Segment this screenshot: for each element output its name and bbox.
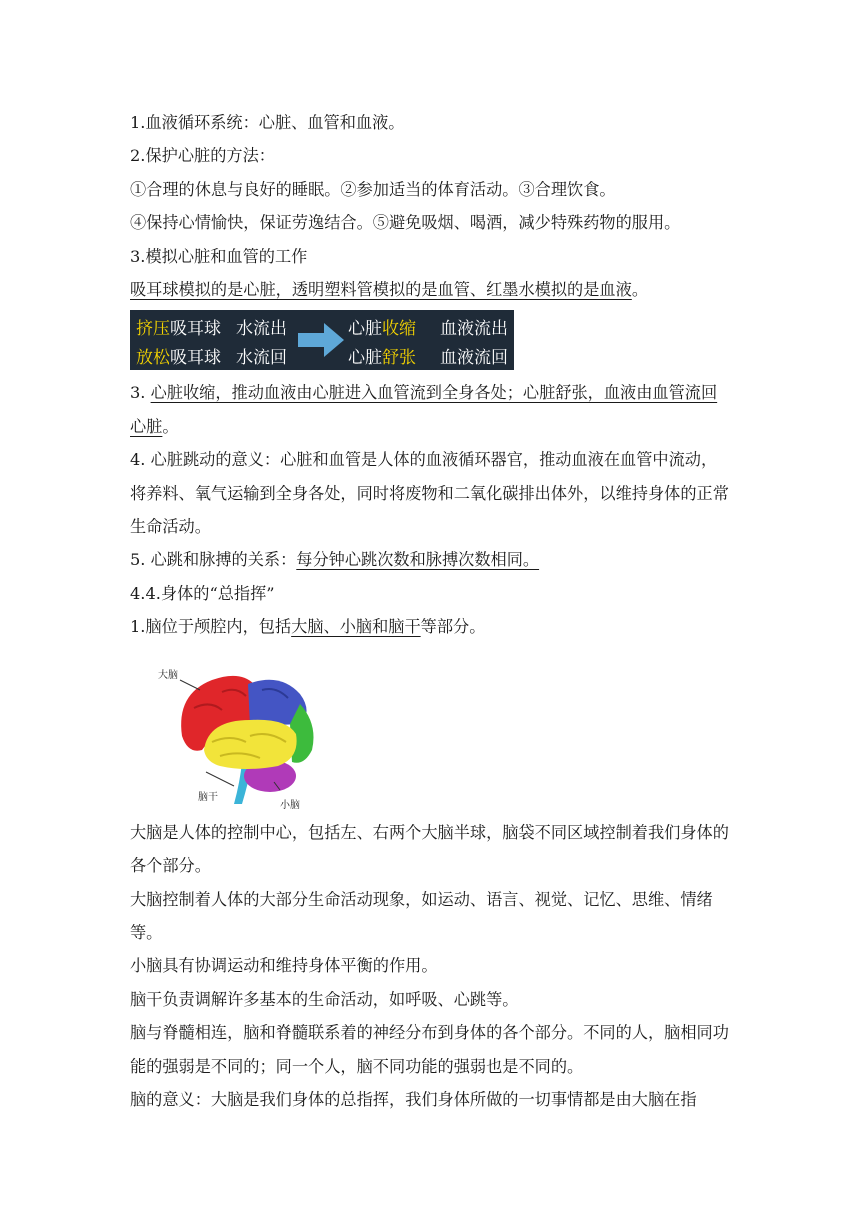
banner-r2-right xyxy=(348,343,416,368)
underlined-text: 吸耳球模拟的是心脏，透明塑料管模拟的是血管、红墨水模拟的是血液 xyxy=(130,280,632,300)
punct: 。 xyxy=(631,280,648,300)
text-line: ④保持心情愉快，保证劳逸结合。⑤避免吸烟、喝酒，减少特殊药物的服用。 xyxy=(130,213,681,233)
prefix: 1.脑位于颅腔内，包括 xyxy=(130,617,292,637)
text-line: 4. 心脏跳动的意义：心脏和血管是人体的血液循环器官，推动血液在血管中流动，将养料、氧气运输到全身各处，同时将废物和二氧化碳排出体外，以维持身体的正常生命活动。 xyxy=(130,450,729,537)
section-heading: 4.4.身体的“总指挥” xyxy=(130,583,275,603)
brain-diagram xyxy=(130,654,730,814)
prefix: 5. 心跳和脉搏的关系： xyxy=(130,550,297,570)
paragraph: 脑与脊髓相连，脑和脊髓联系着的神经分布到身体的各个部分。不同的人，脑相同功能的强弱是不同的；同一个人，脑不同功能的强弱也是不同的。 xyxy=(130,1023,729,1076)
paragraph: 脑干负责调解许多基本的生命活动，如呼吸、心跳等。 xyxy=(130,989,519,1009)
banner-r1-b: 吸耳球 xyxy=(170,319,221,340)
banner-r2-d: 心脏 xyxy=(348,348,382,369)
banner-r1-c: 水流出 xyxy=(236,319,287,340)
document-page xyxy=(130,106,730,1116)
label-cerebrum: 大脑 xyxy=(158,669,178,681)
prefix: 3. xyxy=(130,383,151,403)
paragraph: 大脑控制着人体的大部分生命活动现象，如运动、语言、视觉、记忆、思维、情绪等。 xyxy=(130,889,713,942)
text-line: 3.模拟心脏和血管的工作 xyxy=(130,246,308,266)
banner-r2-a: 放松 xyxy=(136,348,170,369)
banner-r2-b: 吸耳球 xyxy=(170,348,221,369)
banner-r2-f: 血液流回 xyxy=(440,348,508,369)
banner-r1-right xyxy=(348,314,416,339)
banner-r2-c: 水流回 xyxy=(236,348,287,369)
text-line xyxy=(130,543,730,576)
heart-simulation-banner xyxy=(130,310,514,370)
text-line: 1.血液循环系统：心脏、血管和血液。 xyxy=(130,113,405,132)
banner-r2-e: 舒张 xyxy=(382,348,416,369)
paragraph: 小脑具有协调运动和维持身体平衡的作用。 xyxy=(130,956,438,976)
paragraph: 大脑是人体的控制中心，包括左、右两个大脑半球，脑袋不同区域控制着我们身体的各个部分。 xyxy=(130,822,729,876)
punct: 。 xyxy=(162,416,179,436)
paragraph: 脑的意义：大脑是我们身体的总指挥，我们身体所做的一切事情都是由大脑在指 xyxy=(130,1089,697,1109)
suffix: 等部分。 xyxy=(420,617,486,637)
underlined-text: 心脏收缩，推动血液由心脏进入血管流到全身各处；心脏舒张，血液由血管流回心脏 xyxy=(130,383,718,436)
underlined-text: 每分钟心跳次数和脉搏次数相同。 xyxy=(296,550,540,570)
label-brainstem: 脑干 xyxy=(198,791,218,803)
text-line: 2.保护心脏的方法： xyxy=(130,146,275,166)
label-cerebellum: 小脑 xyxy=(280,799,300,811)
banner-r2-left xyxy=(136,343,221,368)
right-arrow-icon xyxy=(298,323,344,357)
text-line xyxy=(130,610,730,643)
banner-r1-f: 血液流出 xyxy=(440,319,508,340)
text-line: ①合理的休息与良好的睡眠。②参加适当的体育活动。③合理饮食。 xyxy=(130,179,616,199)
banner-r1-e: 收缩 xyxy=(382,319,416,340)
banner-r1-a: 挤压 xyxy=(136,319,170,340)
text-line xyxy=(130,273,730,306)
banner-r1-d: 心脏 xyxy=(348,319,382,340)
underlined-text: 大脑、小脑和脑干 xyxy=(291,617,421,637)
banner-r1-left xyxy=(136,314,221,339)
text-line xyxy=(130,376,730,443)
